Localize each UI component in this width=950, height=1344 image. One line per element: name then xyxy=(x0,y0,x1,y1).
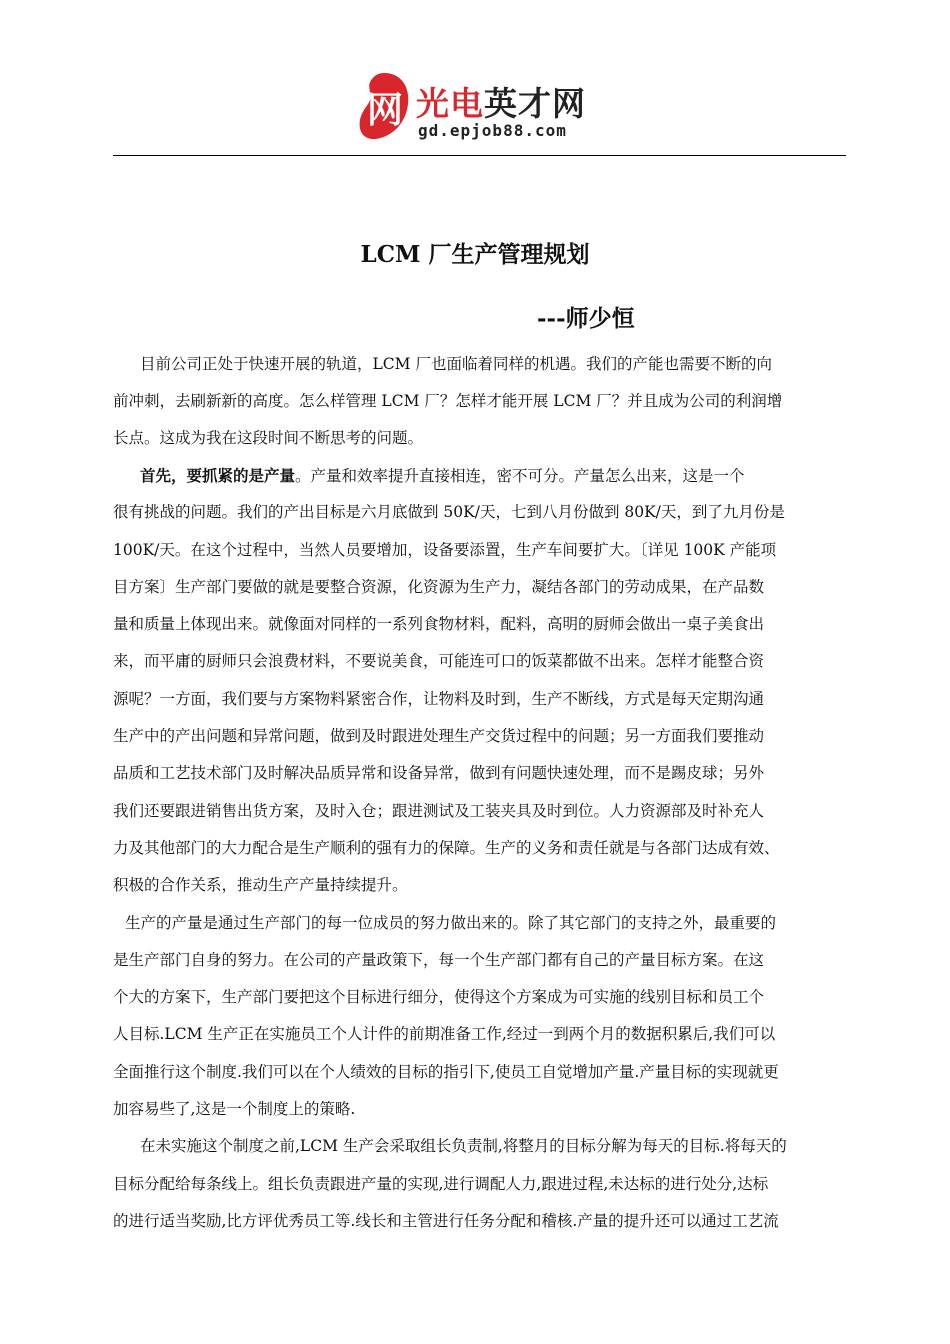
text-line xyxy=(113,457,841,494)
text-span: 。产量和效率提升直接相连，密不可分。产量怎么出来，这是一个 xyxy=(295,467,745,485)
logo-icon xyxy=(356,70,412,142)
text-line: 目标分配给每条线上。组长负责跟进产量的实现,进行调配人力,跟进过程,未达标的进行处分,达标 xyxy=(113,1174,769,1193)
header-divider xyxy=(113,155,846,156)
logo-mark-glyph: 网 xyxy=(366,90,404,131)
paragraph-4 xyxy=(113,1128,841,1240)
emphasis-text: 首先，要抓紧的是产量 xyxy=(140,466,296,485)
text-line: 全面推行这个制度.我们可以在个人绩效的目标的指引下,使员工自觉增加产量.产量目标的实现就更 xyxy=(113,1062,779,1081)
text-line: 前冲刺，去刷新新的高度。怎么样管理 LCM 厂？怎样才能开展 LCM 厂？并且成为公司的利润增 xyxy=(113,392,783,410)
logo-url: gd.epjob88.com xyxy=(418,121,567,140)
text-line: 100K/天。在这个过程中，当然人员要增加，设备要添置，生产车间要扩大。〔详见 100K 产能项 xyxy=(113,540,777,559)
text-line: 生产中的产出问题和异常问题，做到及时跟进处理生产交货过程中的问题；另一方面我们要推动 xyxy=(113,727,765,746)
logo-cn-dark: 英才网 xyxy=(484,84,586,123)
text-line: 积极的合作关系，推动生产产量持续提升。 xyxy=(113,876,408,895)
text-line: 的进行适当奖励,比方评优秀员工等.线长和主管进行任务分配和稽核.产量的提升还可以通过工艺流 xyxy=(113,1211,779,1230)
document-body xyxy=(113,346,841,1240)
text-line: 很有挑战的问题。我们的产出目标是六月底做到 50K/天，七到八月份做到 80K/天，到了九月份是 xyxy=(113,503,785,522)
logo-cn-red: 光电 xyxy=(416,84,484,123)
logo-wordmark xyxy=(416,78,586,125)
text-line: 长点。这成为我在这段时间不断思考的问题。 xyxy=(113,429,424,447)
text-line: 在未实施这个制度之前,LCM 生产会采取组长负责制,将整月的目标分解为每天的目标.将每天的 xyxy=(140,1137,787,1156)
text-line: 个大的方案下，生产部门要把这个目标进行细分，使得这个方案成为可实施的线别目标和员工个 xyxy=(113,988,765,1007)
text-line: 力及其他部门的大力配合是生产顺利的强有力的保障。生产的义务和责任就是与各部门达成有效、 xyxy=(113,838,780,857)
text-line: 加容易些了,这是一个制度上的策略. xyxy=(113,1100,356,1119)
text-line: 量和质量上体现出来。就像面对同样的一系列食物材料，配料，高明的厨师会做出一桌子美食出 xyxy=(113,615,765,634)
text-line: 是生产部门自身的努力。在公司的产量政策下，每一个生产部门都有自己的产量目标方案。在这 xyxy=(113,950,765,969)
paragraph-3 xyxy=(113,905,841,1129)
paragraph-2 xyxy=(113,457,841,905)
text-line: 目前公司正处于快速开展的轨道，LCM 厂也面临着同样的机遇。我们的产能也需要不断的向 xyxy=(140,355,772,373)
text-line: 目方案〕生产部门要做的就是要整合资源，化资源为生产力，凝结各部门的劳动成果，在产品数 xyxy=(113,577,765,596)
text-line: 我们还要跟进销售出货方案，及时入仓；跟进测试及工装夹具及时到位。人力资源部及时补充人 xyxy=(113,801,765,820)
text-line: 源呢？一方面，我们要与方案物料紧密合作，让物料及时到，生产不断线，方式是每天定期沟通 xyxy=(113,689,765,708)
text-line: 人目标.LCM 生产正在实施员工个人计件的前期准备工作,经过一到两个月的数据积累后,我们可以 xyxy=(113,1025,776,1044)
text-line: 生产的产量是通过生产部门的每一位成员的努力做出来的。除了其它部门的支持之外，最重要的 xyxy=(125,913,777,932)
document-title: LCM 厂生产管理规划 xyxy=(360,241,590,268)
document-header xyxy=(0,0,950,160)
text-line: 品质和工艺技术部门及时解决品质异常和设备异常，做到有问题快速处理，而不是踢皮球；另外 xyxy=(113,764,765,783)
text-line: 来，而平庸的厨师只会浪费材料，不要说美食，可能连可口的饭菜都做不出来。怎样才能整合资 xyxy=(113,652,765,671)
document-author: ---师少恒 xyxy=(537,305,635,332)
paragraph-1 xyxy=(113,346,841,457)
